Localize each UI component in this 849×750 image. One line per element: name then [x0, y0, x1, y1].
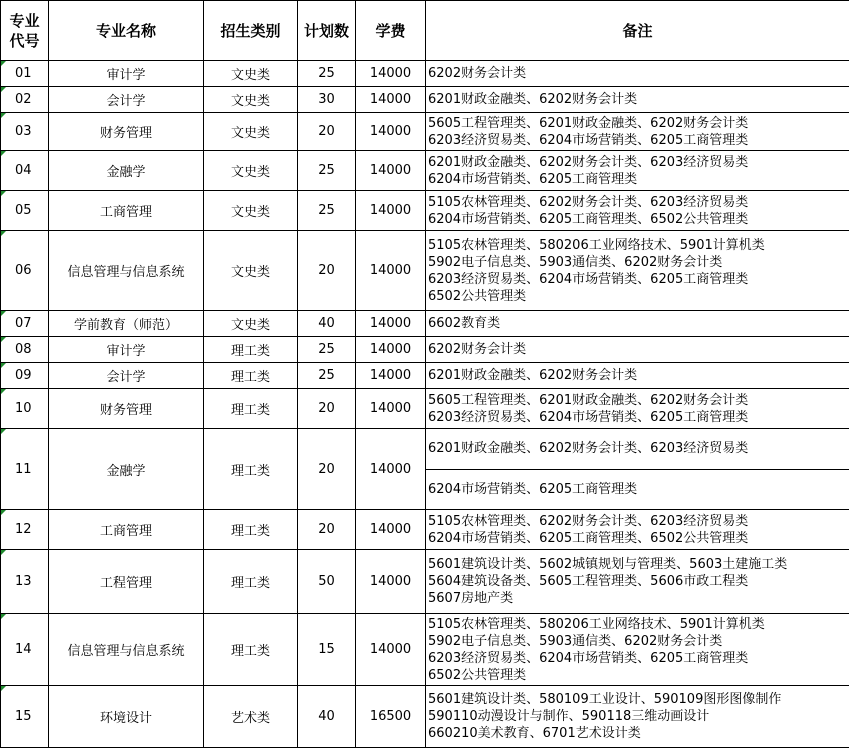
- table-row: [1, 231, 849, 311]
- major-code-cell: 10: [1, 389, 49, 429]
- table-body: [1, 61, 849, 748]
- major-name-cell: 会计学: [49, 87, 204, 113]
- tuition-cell: 14000: [356, 550, 426, 614]
- plan-count-cell: 40: [298, 311, 356, 337]
- table-row: [1, 61, 849, 87]
- category-cell: 艺术类: [204, 686, 298, 748]
- major-name-cell: 审计学: [49, 337, 204, 363]
- category-cell: 文史类: [204, 113, 298, 151]
- remarks-line: 590110动漫设计与制作、590118三维动画设计: [428, 709, 710, 724]
- remarks-line: 6201财政金融类、6202财务会计类、6203经济贸易类: [428, 154, 749, 170]
- major-code-cell: 13: [1, 550, 49, 614]
- tuition-cell: 14000: [356, 510, 426, 550]
- table-row: [1, 550, 849, 614]
- remarks-line: 6502公共管理类: [428, 288, 527, 304]
- major-name-cell: 工商管理: [49, 510, 204, 550]
- remarks-line: 6502公共管理类: [428, 667, 527, 683]
- remarks-line: 6204市场营销类、6205工商管理类、6502公共管理类: [428, 530, 749, 546]
- category-cell: 文史类: [204, 87, 298, 113]
- header-note: 备注: [426, 1, 849, 61]
- category-cell: 文史类: [204, 151, 298, 191]
- plan-count-cell: 20: [298, 510, 356, 550]
- major-code-cell: 14: [1, 614, 49, 686]
- major-name-cell: 工商管理: [49, 191, 204, 231]
- tuition-cell: 14000: [356, 231, 426, 311]
- major-code-cell: 06: [1, 231, 49, 311]
- remarks-cell: [426, 151, 849, 191]
- table-row: [1, 389, 849, 429]
- major-code-cell: 01: [1, 61, 49, 87]
- remarks-cell: [426, 614, 849, 686]
- plan-count-cell: 20: [298, 113, 356, 151]
- plan-count-cell: 30: [298, 87, 356, 113]
- remarks-line: 6201财政金融类、6202财务会计类、6203经济贸易类: [426, 429, 849, 470]
- major-name-cell: 环境设计: [49, 686, 204, 748]
- tuition-cell: 14000: [356, 363, 426, 389]
- remarks-line: 5601建筑设计类、580109工业设计、590109图形图像制作: [428, 692, 782, 707]
- table-row: [1, 191, 849, 231]
- table-row: [1, 87, 849, 113]
- category-cell: 文史类: [204, 191, 298, 231]
- remarks-line: 6203经济贸易类、6204市场营销类、6205工商管理类: [428, 271, 749, 287]
- remarks-cell: [426, 429, 849, 510]
- category-cell: 理工类: [204, 510, 298, 550]
- table-row: [1, 686, 849, 748]
- remarks-line: 5902电子信息类、5903通信类、6202财务会计类: [428, 633, 723, 649]
- remarks-line: 6204市场营销类、6205工商管理类: [428, 482, 638, 497]
- remarks-line: 6202财务会计类: [428, 66, 527, 81]
- remarks-line: 5105农林管理类、580206工业网络技术、5901计算机类: [428, 616, 765, 632]
- plan-count-cell: 25: [298, 191, 356, 231]
- remarks-line: 6202财务会计类: [428, 342, 527, 357]
- remarks-line: 5607房地产类: [428, 591, 514, 606]
- major-code-cell: 11: [1, 429, 49, 510]
- major-name-cell: 会计学: [49, 363, 204, 389]
- tuition-cell: 14000: [356, 61, 426, 87]
- major-name-cell: 工程管理: [49, 550, 204, 614]
- tuition-cell: 16500: [356, 686, 426, 748]
- remarks-cell: [426, 61, 849, 87]
- remarks-cell: [426, 87, 849, 113]
- table-row: [1, 510, 849, 550]
- major-code-cell: 05: [1, 191, 49, 231]
- remarks-line: 5605工程管理类、6201财政金融类、6202财务会计类: [428, 115, 749, 131]
- remarks-line: 660210美术教育、6701艺术设计类: [428, 726, 641, 741]
- category-cell: 文史类: [204, 231, 298, 311]
- major-name-cell: 信息管理与信息系统: [49, 614, 204, 686]
- category-cell: 理工类: [204, 614, 298, 686]
- header-code: 专业代号: [1, 1, 49, 61]
- major-name-cell: 财务管理: [49, 389, 204, 429]
- table-row: [1, 113, 849, 151]
- header-plan: 计划数: [298, 1, 356, 61]
- remarks-line: 5902电子信息类、5903通信类、6202财务会计类: [428, 254, 723, 270]
- remarks-cell: [426, 550, 849, 614]
- major-name-cell: 学前教育（师范）: [49, 311, 204, 337]
- category-cell: 理工类: [204, 550, 298, 614]
- category-cell: 理工类: [204, 389, 298, 429]
- header-name: 专业名称: [49, 1, 204, 61]
- remarks-line: 5605工程管理类、6201财政金融类、6202财务会计类: [428, 392, 749, 408]
- remarks-cell: [426, 686, 849, 748]
- remarks-cell: [426, 113, 849, 151]
- remarks-line: 6203经济贸易类、6204市场营销类、6205工商管理类: [428, 132, 749, 148]
- table-row: [1, 151, 849, 191]
- plan-count-cell: 25: [298, 337, 356, 363]
- major-code-cell: 04: [1, 151, 49, 191]
- tuition-cell: 14000: [356, 87, 426, 113]
- tuition-cell: 14000: [356, 151, 426, 191]
- major-name-cell: 金融学: [49, 429, 204, 510]
- remarks-line: 5105农林管理类、6202财务会计类、6203经济贸易类: [428, 513, 749, 529]
- plan-count-cell: 20: [298, 429, 356, 510]
- category-cell: 文史类: [204, 61, 298, 87]
- remarks-cell: [426, 311, 849, 337]
- tuition-cell: 14000: [356, 614, 426, 686]
- plan-count-cell: 25: [298, 61, 356, 87]
- category-cell: 文史类: [204, 311, 298, 337]
- remarks-line: 5601建筑设计类、5602城镇规划与管理类、5603土建施工类: [428, 557, 788, 572]
- table-row: [1, 614, 849, 686]
- plan-count-cell: 40: [298, 686, 356, 748]
- plan-count-cell: 20: [298, 231, 356, 311]
- category-cell: 理工类: [204, 363, 298, 389]
- remarks-cell: [426, 510, 849, 550]
- remarks-cell: [426, 231, 849, 311]
- table-row: [1, 337, 849, 363]
- header-row: [1, 1, 849, 61]
- major-name-cell: 信息管理与信息系统: [49, 231, 204, 311]
- header-category: 招生类别: [204, 1, 298, 61]
- major-code-cell: 08: [1, 337, 49, 363]
- remarks-line: 6204市场营销类、6205工商管理类、6502公共管理类: [428, 211, 749, 227]
- remarks-line: 6201财政金融类、6202财务会计类: [428, 368, 638, 383]
- tuition-cell: 14000: [356, 389, 426, 429]
- major-code-cell: 02: [1, 87, 49, 113]
- remarks-cell: [426, 363, 849, 389]
- plan-count-cell: 25: [298, 363, 356, 389]
- remarks-line: 5105农林管理类、6202财务会计类、6203经济贸易类: [428, 194, 749, 210]
- remarks-cell: [426, 337, 849, 363]
- remarks-cell: [426, 389, 849, 429]
- plan-count-cell: 20: [298, 389, 356, 429]
- major-name-cell: 审计学: [49, 61, 204, 87]
- plan-count-cell: 15: [298, 614, 356, 686]
- header-fee: 学费: [356, 1, 426, 61]
- major-code-cell: 03: [1, 113, 49, 151]
- tuition-cell: 14000: [356, 113, 426, 151]
- table-row: [1, 429, 849, 510]
- tuition-cell: 14000: [356, 311, 426, 337]
- major-name-cell: 金融学: [49, 151, 204, 191]
- major-code-cell: 07: [1, 311, 49, 337]
- remarks-line: 5105农林管理类、580206工业网络技术、5901计算机类: [428, 237, 765, 253]
- plan-count-cell: 25: [298, 151, 356, 191]
- category-cell: 理工类: [204, 337, 298, 363]
- tuition-cell: 14000: [356, 191, 426, 231]
- plan-count-cell: 50: [298, 550, 356, 614]
- major-code-cell: 12: [1, 510, 49, 550]
- major-code-cell: 09: [1, 363, 49, 389]
- tuition-cell: 14000: [356, 429, 426, 510]
- remarks-line: 6204市场营销类、6205工商管理类: [428, 171, 638, 187]
- table-row: [1, 363, 849, 389]
- remarks-line: 6602教育类: [428, 316, 501, 331]
- remarks-cell: [426, 191, 849, 231]
- major-name-cell: 财务管理: [49, 113, 204, 151]
- remarks-line: 6203经济贸易类、6204市场营销类、6205工商管理类: [428, 650, 749, 666]
- remarks-line: 6203经济贸易类、6204市场营销类、6205工商管理类: [428, 409, 749, 425]
- table-row: [1, 311, 849, 337]
- remarks-line: 5604建筑设备类、5605工程管理类、5606市政工程类: [428, 574, 749, 589]
- remarks-line: 6201财政金融类、6202财务会计类: [428, 92, 638, 107]
- tuition-cell: 14000: [356, 337, 426, 363]
- category-cell: 理工类: [204, 429, 298, 510]
- major-code-cell: 15: [1, 686, 49, 748]
